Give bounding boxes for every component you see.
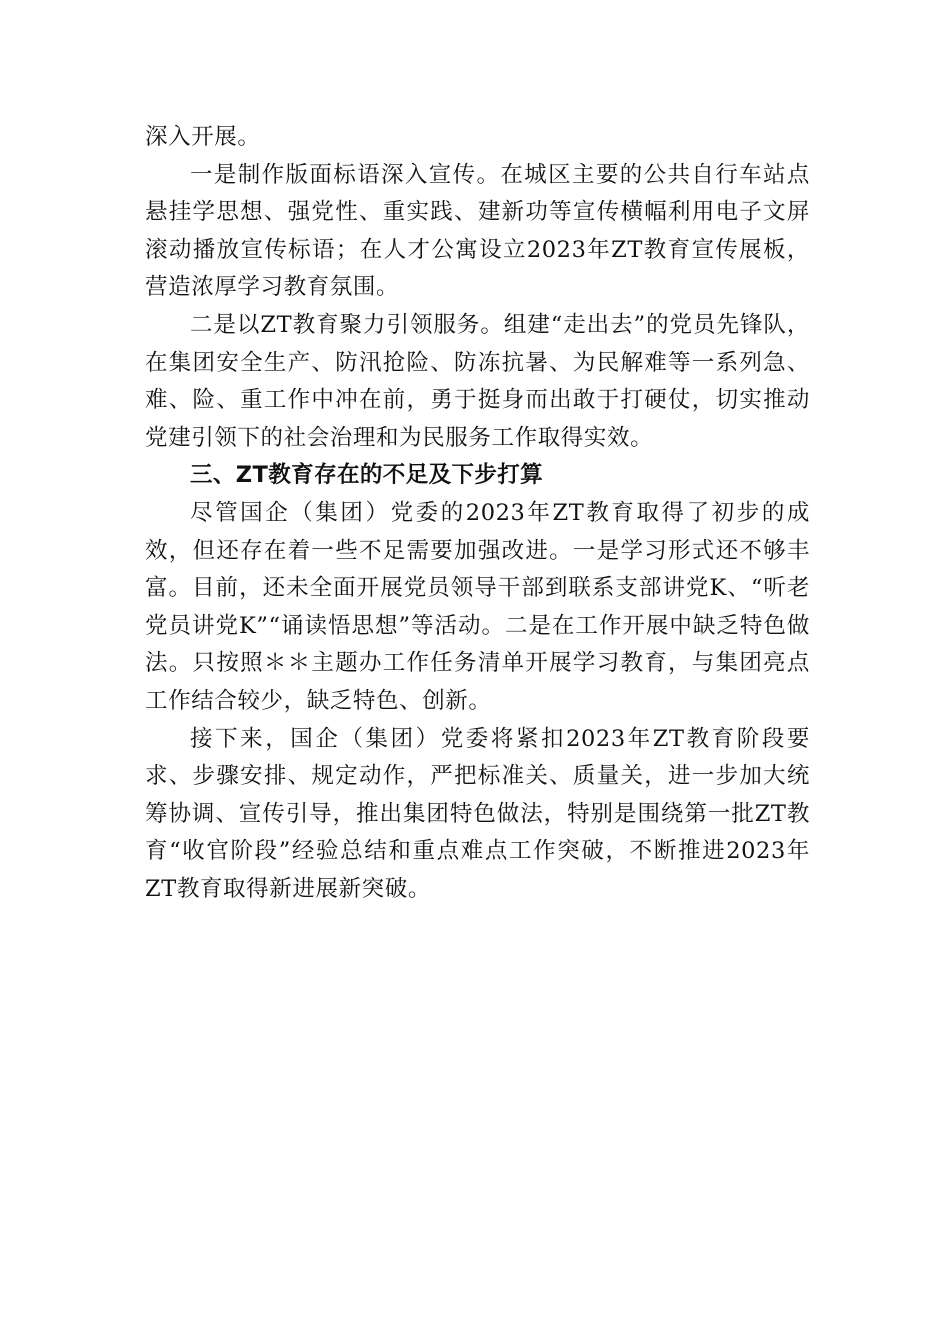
document-body — [145, 119, 810, 908]
paragraph-next-steps: 接下来，国企（集团）党委将紧扣2023年ZT教育阶段要求、步骤安排、规定动作，严把标准关、质量关，进一步加大统筹协调、宣传引导，推出集团特色做法，特别是围绕第一批ZT教育“收官阶段”经验总结和重点难点工作突破，不断推进2023年ZT教育取得新进展新突破。 — [145, 725, 810, 902]
paragraph-shortcomings: 尽管国企（集团）党委的2023年ZT教育取得了初步的成效，但还存在着一些不足需要加强改进。一是学习形式还不够丰富。目前，还未全面开展党员领导干部到联系支部讲党K、“听老党员讲党K”“诵读悟思想”等活动。二是在工作开展中缺乏特色做法。只按照＊＊主题办工作任务清单开展学习教育，与集团亮点工作结合较少，缺乏特色、创新。 — [145, 499, 810, 714]
paragraph-continuation: 深入开展。 — [145, 124, 261, 150]
section-heading-shortcomings: 三、ZT教育存在的不足及下步打算 — [190, 462, 544, 489]
paragraph-service-leadership: 二是以ZT教育聚力引领服务。组建“走出去”的党员先锋队，在集团安全生产、防汛抢险、防冻抗暑、为民解难等一系列急、难、险、重工作中冲在前，勇于挺身而出敢于打硬仗，切实推动党建引领下的社会治理和为民服务工作取得实效。 — [145, 311, 810, 451]
paragraph-publicity-slogans: 一是制作版面标语深入宣传。在城区主要的公共自行车站点悬挂学思想、强党性、重实践、建新功等宣传横幅利用电子文屏滚动播放宣传标语；在人才公寓设立2023年ZT教育宣传展板，营造浓厚学习教育氛围。 — [145, 161, 810, 301]
